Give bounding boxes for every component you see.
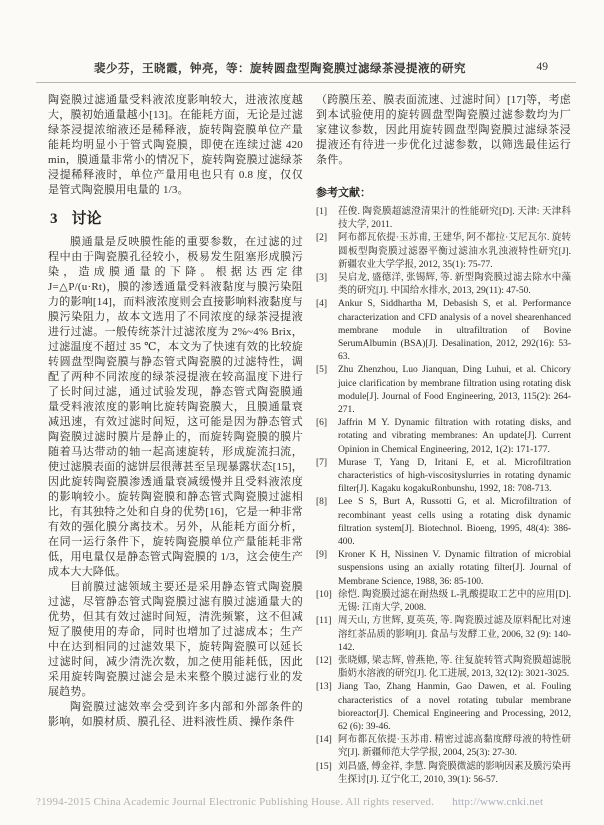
reference-text: 茌俊. 陶瓷膜超滤澄清果汁的性能研究[D]. 天津: 天津科技大学, 2011.	[338, 207, 571, 231]
reference-text: 吴启龙, 盛德洋, 张锡辉, 等. 新型陶瓷膜过滤去除水中藻类的研究[J]. 中国给水排水, 2013, 29(11): 47-50.	[338, 273, 571, 297]
reference-item	[316, 457, 571, 497]
paragraph-discussion-industry: 目前膜过滤领域主要还是采用静态管式陶瓷膜过滤，尽管静态管式陶瓷膜过滤有膜过滤通量大的优势，但其有效过滤时间短，清洗频繁，这不但减短了膜使用的寿命，同时也增加了过滤成本；生产中在达到相同的过滤效果下，旋转陶瓷膜可以延长过滤时间，减少清洗次数，加之使用能耗低，因此采用旋转陶瓷膜过滤会是未来整个膜过滤行业的发展趋势。	[48, 581, 303, 698]
section-heading-discussion	[50, 207, 303, 228]
cnki-url: http://www.cnki.net	[452, 796, 544, 808]
copyright-text: ?1994-2015 China Academic Journal Electronic Publishing House. All rights reserved.	[36, 796, 435, 808]
reference-number: [1]	[316, 207, 328, 217]
paragraph-discussion-flux: 膜通量是反映膜性能的重要参数，在过滤的过程中由于陶瓷膜孔径较小，极易发生阻塞形成膜污染，造成膜通量的下降。根据达西定律 J=△P/(u·Rt)，膜的渗透通量受料液黏度与膜污染阻力的影响[14]，而料液浓度则会直接影响料液黏度与膜污染阻力，故本文选用了不同浓度的绿茶浸提液进行过滤。一般传统茶汁过滤浓度为 2%~4% Brix，过滤温度不超过 35 ℃，本文为了快速有效的比较旋转圆盘型陶瓷膜与静态管式陶瓷膜的过滤特性，调配了两种不同浓度的绿茶浸提液在较高温度下进行了长时间过滤，通过试验发现，静态管式陶瓷膜通量受料液浓度的影响比旋转陶瓷膜大，且膜通量衰减迅速，有效过滤时间短，这可能是因为静态管式陶瓷膜过滤时膜片是静止的，而旋转陶瓷膜的膜片随着马达带动的轴一起高速旋转，形成旋流扫流，使过滤膜表面的滤饼层很薄甚至呈现暴露状态[15]，因此旋转陶瓷膜渗透通量衰减缓慢并且受料液浓度的影响较小。旋转陶瓷膜和静态管式陶瓷膜过滤相比，有其独特之处和自身的优势[16]，它是一种非常有效的强化膜分离技术。另外，从能耗方面分析，在同一运行条件下，旋转陶瓷膜单位产量能耗非常低，用电量仅是静态管式陶瓷膜的 1/3，这会使生产成本大大降低。	[48, 236, 303, 578]
page-number: 49	[536, 61, 548, 73]
paragraph-discussion-conditions: 陶瓷膜过滤效率会受到许多内部和外部条件的影响，如膜材质、膜孔径、进料液性质、操作条件	[48, 701, 303, 728]
reference-number: [12]	[316, 655, 332, 666]
reference-number: [3]	[316, 273, 328, 284]
reference-number: [14]	[316, 735, 332, 746]
reference-item	[316, 232, 571, 272]
article-body	[48, 93, 572, 787]
reference-number: [6]	[316, 418, 328, 429]
reference-item	[316, 417, 571, 457]
reference-item	[316, 272, 571, 298]
reference-item	[316, 655, 571, 681]
reference-number: [7]	[316, 457, 328, 468]
reference-number: [11]	[316, 616, 332, 627]
reference-item	[316, 681, 571, 734]
reference-item	[316, 589, 571, 615]
header-divider	[36, 82, 576, 83]
reference-text: 徐恺. 陶瓷膜过滤在耐热级 L-乳酸提取工艺中的应用[D]. 无锡: 江南大学, 2008.	[338, 589, 571, 614]
reference-number: [4]	[316, 299, 328, 310]
paragraph-energy-consumption: 陶瓷膜过滤通量受料液浓度影响较大，进液浓度越大，膜初始通量越小[13]。在能耗方面，无论是过滤绿茶浸提浓缩液还是稀释液，旋转陶瓷膜单位产量能耗均明显小于管式陶瓷膜，即使在连续过滤 420 min，膜通量非常小的情况下，旋转陶瓷膜过滤绿茶浸提稀释液时，单位产量用电也只有 0.8 度，仅仅是管式陶瓷膜用电量的 1/3。	[48, 94, 303, 196]
reference-text: Murase T, Yang D, Iritani E, et al. Microfiltration characteristics of high-viscosityslurries in rotating dynamic filter[J]. Kagaku kogakuRonbunshu, 1992, 18: 708-713.	[338, 457, 571, 495]
paragraph-conditions-continued: （跨膜压差、膜表面流速、过滤时间）[17]等，考虑到本试验使用的旋转圆盘型陶瓷膜过滤参数均为厂家建议参数，因此用旋转圆盘型陶瓷膜过滤绿茶浸提液还有待进一步优化过滤参数，以筛选最佳运行条件。	[316, 94, 571, 166]
reference-text: Kroner K H, Nissinen V. Dynamic filtration of microbial suspensions using an axially rotating filter[J]. Journal of Membrane Science, 1988, 36: 85-100.	[338, 550, 571, 587]
references-heading: 参考文献：	[316, 187, 371, 199]
reference-item	[316, 734, 571, 760]
reference-number: [8]	[316, 497, 328, 508]
reference-item	[316, 549, 571, 589]
reference-item	[316, 761, 571, 787]
reference-item	[316, 206, 571, 232]
reference-number: [9]	[316, 550, 328, 561]
reference-text: Jiang Tao, Zhang Hanmin, Gao Dawen, et al. Fouling characteristics of a novel rotating tubular membrane bioreactor[J]. Chemical Engineering and Processing, 2012, 62 (6): 39-46.	[338, 682, 571, 732]
reference-number: [2]	[316, 233, 328, 244]
reference-number: [5]	[316, 365, 328, 376]
page-header	[48, 60, 572, 78]
reference-item	[316, 298, 571, 364]
reference-item	[316, 496, 571, 549]
running-title: 裴少芬，王晓霞，钟亮，等：旋转圆盘型陶瓷膜过滤绿茶浸提液的研究	[94, 63, 466, 75]
section-number: 3	[50, 211, 58, 227]
reference-text: 张晓娜, 梁志辉, 曾燕艳, 等. 往复旋转管式陶瓷膜超滤脱脂奶水溶液的研究[J]. 化工进展, 2013, 32(12): 3021-3025.	[338, 655, 571, 680]
reference-text: 刘昌盛, 傅金祥, 李慧. 陶瓷膜微滤的影响因素及膜污染再生探讨[J]. 辽宁化工, 2010, 39(1): 56-57.	[338, 761, 571, 785]
reference-text: 阿布都瓦依提·玉苏甫, 王建华, 阿不都拉·艾尼瓦尔. 旋转圆板型陶瓷膜过滤器平衡过滤油水乳浊液特性研究[J]. 新疆农业大学学报, 2012, 35(1): 75-77.	[338, 233, 571, 270]
reference-text: Zhu Zhenzhou, Luo Jianquan, Ding Luhui, et al. Chicory juice clarification by membrane filtration using rotating disk module[J]. Journal of Food Engineering, 2013, 115(2): 264-271.	[338, 365, 571, 416]
reference-number: [15]	[316, 761, 332, 772]
reference-text: Jaffrin M Y. Dynamic filtration with rotating disks, and rotating and vibrating membranes: An update[J]. Current Opinion in Chemical Engineering, 2012, 1(2): 171-177.	[338, 418, 571, 455]
reference-item	[316, 364, 571, 417]
reference-number: [10]	[316, 589, 332, 600]
right-column	[316, 93, 571, 787]
reference-number: [13]	[316, 682, 332, 693]
reference-text: 阿布都瓦依提·玉苏甫. 精密过滤高黏度酵母液的特性研究[J]. 新疆师范大学学报, 2004, 25(3): 27-30.	[338, 735, 571, 759]
section-title: 讨论	[71, 211, 102, 227]
reference-text: Ankur S, Siddhartha M, Debasish S, et al. Performance characterization and CFD analysis of a novel shearenhanced membrane module in ultrafiltration of Bovine SerumAlbumin (BSA)[J]. Desalination, 2012, 292(16): 53-63.	[338, 299, 571, 363]
cnki-copyright-footer	[36, 796, 576, 808]
references-list	[316, 206, 571, 787]
left-column	[48, 93, 303, 787]
reference-text: Lee S S, Burt A, Russotti G, et al. Microfiltration of recombinant yeast cells using a rotating disk dynamic filtration system[J]. Biotechnol. Bioeng, 1995, 48(4): 386-400.	[338, 497, 571, 548]
reference-text: 周天山, 方世辉, 夏英英, 等. 陶瓷膜过滤及原料配比对速溶红茶品质的影响[J]. 食品与发酵工业, 2006, 32 (9): 140-142.	[338, 616, 571, 653]
reference-item	[316, 615, 571, 655]
